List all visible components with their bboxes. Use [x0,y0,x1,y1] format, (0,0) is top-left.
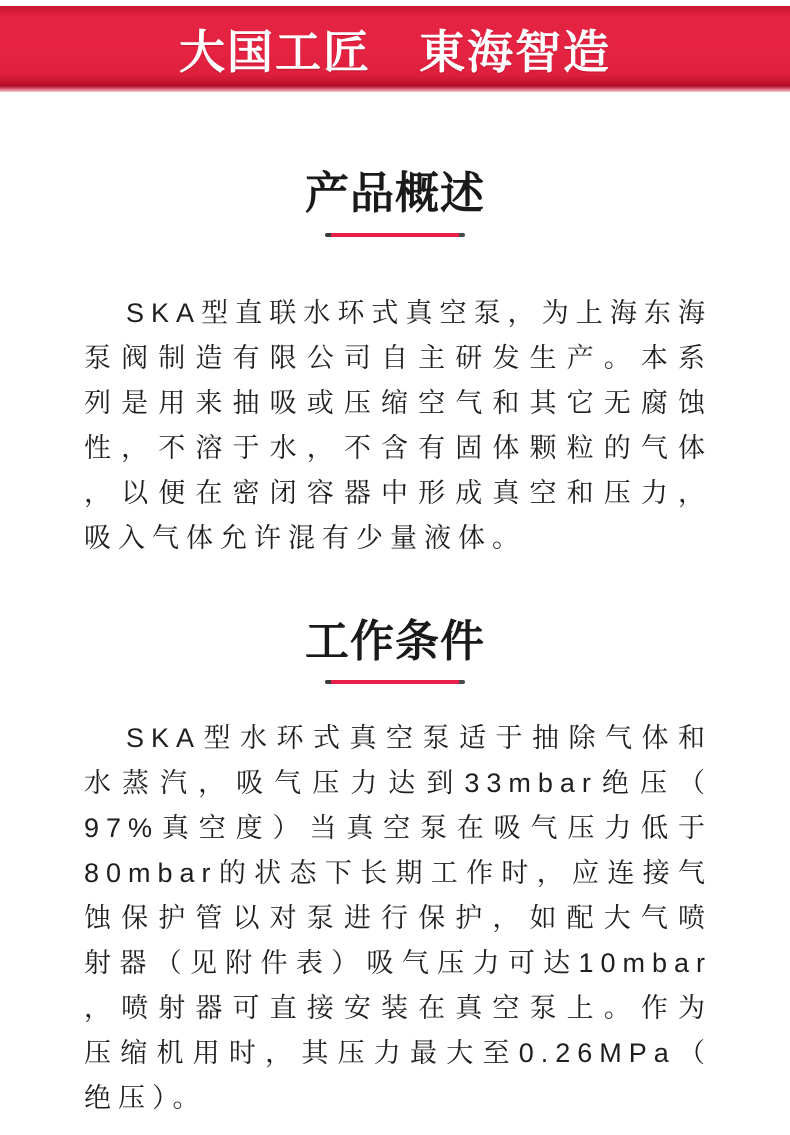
paragraph-line: ，喷射器可直接安装在真空泵上。作为 [84,993,712,1023]
paragraph-working-conditions [84,716,712,1121]
paragraph-line: 水蒸汽，吸气压力达到33mbar绝压（ [84,768,712,798]
heading-underline [325,233,465,237]
section-heading-working-conditions: 工作条件 [305,617,485,666]
banner-title: 大国工匠 東海智造 [179,26,611,78]
paragraph-line: 压缩机用时，其压力最大至0.26MPa（ [84,1038,712,1068]
banner [0,6,790,92]
paragraph-line: 蚀保护管以对泵进行保护，如配大气喷 [84,903,712,933]
paragraph-line: 列是用来抽吸或压缩空气和其它无腐蚀 [84,388,712,418]
section-working-conditions [0,618,790,1121]
section-product-overview [0,170,790,561]
heading-underline [325,680,465,684]
paragraph-line: 性，不溶于水，不含有固体颗粒的气体 [84,433,712,463]
paragraph-line: 泵阀制造有限公司自主研发生产。本系 [84,343,712,373]
paragraph-line: SKA型直联水环式真空泵，为上海东海 [126,298,712,328]
paragraph-line: 吸入气体允许混有少量液体。 [84,523,526,553]
paragraph-line: ，以便在密闭容器中形成真空和压力， [84,478,712,508]
section-heading-product-overview: 产品概述 [305,169,485,218]
paragraph-line: 绝压）。 [84,1083,207,1113]
paragraph-product-overview [84,291,712,561]
paragraph-line: 射器（见附件表）吸气压力可达10mbar [84,948,712,978]
paragraph-line: 97%真空度）当真空泵在吸气压力低于 [84,813,712,843]
paragraph-line: SKA型水环式真空泵适于抽除气体和 [126,723,712,753]
paragraph-line: 80mbar的状态下长期工作时，应连接气 [84,858,712,888]
page [0,6,790,1135]
